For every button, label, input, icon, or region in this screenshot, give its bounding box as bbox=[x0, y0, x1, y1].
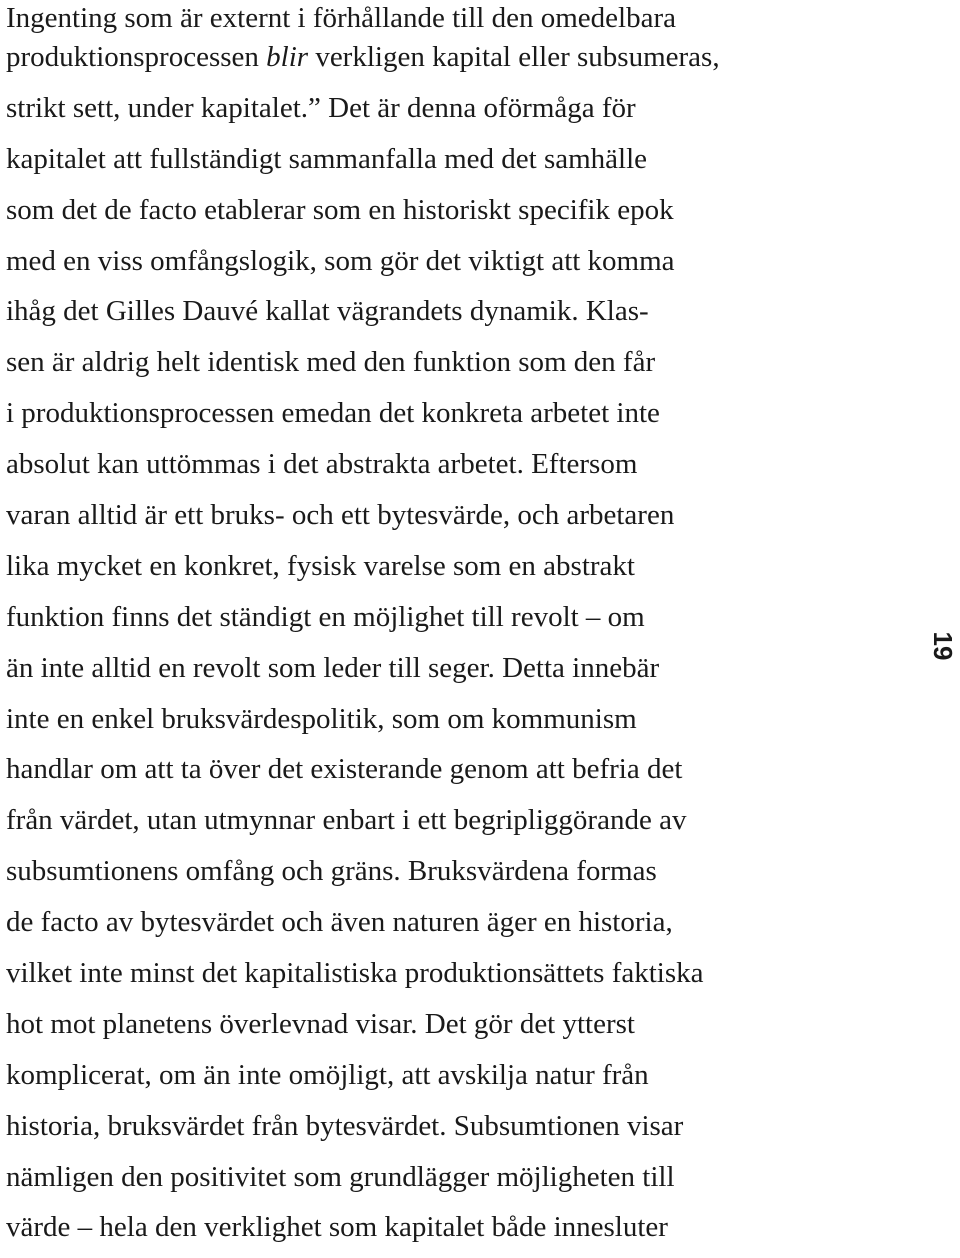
text-line: Ingenting som är externt i förhållande till den omedelbara bbox=[6, 2, 676, 34]
text-line: inte en enkel bruksvärdespolitik, som om kommunism bbox=[6, 702, 637, 735]
text-line: lika mycket en konkret, fysisk varelse som en abstrakt bbox=[6, 549, 635, 582]
body-text bbox=[6, 0, 906, 1258]
text-line: från värdet, utan utmynnar enbart i ett begripliggörande av bbox=[6, 804, 687, 837]
text-line: sen är aldrig helt identisk med den funktion som den får bbox=[6, 346, 656, 379]
text-line: handlar om att ta över det existerande genom att befria det bbox=[6, 753, 683, 786]
text-line: hot mot planetens överlevnad visar. Det gör det ytterst bbox=[6, 1007, 635, 1040]
text-line: absolut kan uttömmas i det abstrakta arbetet. Eftersom bbox=[6, 448, 638, 481]
text-line: värde – hela den verklighet som kapitalet både innesluter bbox=[6, 1211, 668, 1244]
text-segment: produktionsprocessen bbox=[6, 41, 267, 73]
text-line: funktion finns det ständigt en möjlighet till revolt – om bbox=[6, 600, 645, 633]
text-line: som det de facto etablerar som en historiskt specifik epok bbox=[6, 193, 674, 226]
text-line: kapitalet att fullständigt sammanfalla med det samhälle bbox=[6, 142, 648, 175]
text-line: i produktionsprocessen emedan det konkreta arbetet inte bbox=[6, 397, 660, 430]
text-line: ihåg det Gilles Dauvé kallat vägrandets dynamik. Klas- bbox=[6, 295, 649, 328]
text-line: historia, bruksvärdet från bytesvärdet. Subsumtionen visar bbox=[6, 1109, 684, 1142]
text-line: strikt sett, under kapitalet.” Det är denna oförmåga för bbox=[6, 91, 636, 124]
text-line bbox=[6, 37, 906, 88]
text-line: nämligen den positivitet som grundlägger möjligheten till bbox=[6, 1160, 675, 1193]
text-line: vilket inte minst det kapitalistiska produktionsättets faktiska bbox=[6, 957, 704, 990]
text-line: komplicerat, om än inte omöjligt, att avskilja natur från bbox=[6, 1058, 649, 1091]
text-line: med en viss omfångslogik, som gör det viktigt att komma bbox=[6, 244, 675, 277]
italic-word: blir bbox=[266, 41, 309, 73]
text-line: subsumtionens omfång och gräns. Bruksvärdena formas bbox=[6, 855, 657, 888]
text-line: varan alltid är ett bruks- och ett bytesvärde, och arbetaren bbox=[6, 499, 675, 532]
page-number: 19 bbox=[928, 631, 958, 661]
text-line: de facto av bytesvärdet och även naturen äger en historia, bbox=[6, 906, 673, 939]
text-segment: verkligen kapital eller subsumeras, bbox=[308, 41, 720, 73]
text-line: än inte alltid en revolt som leder till seger. Detta innebär bbox=[6, 651, 660, 684]
